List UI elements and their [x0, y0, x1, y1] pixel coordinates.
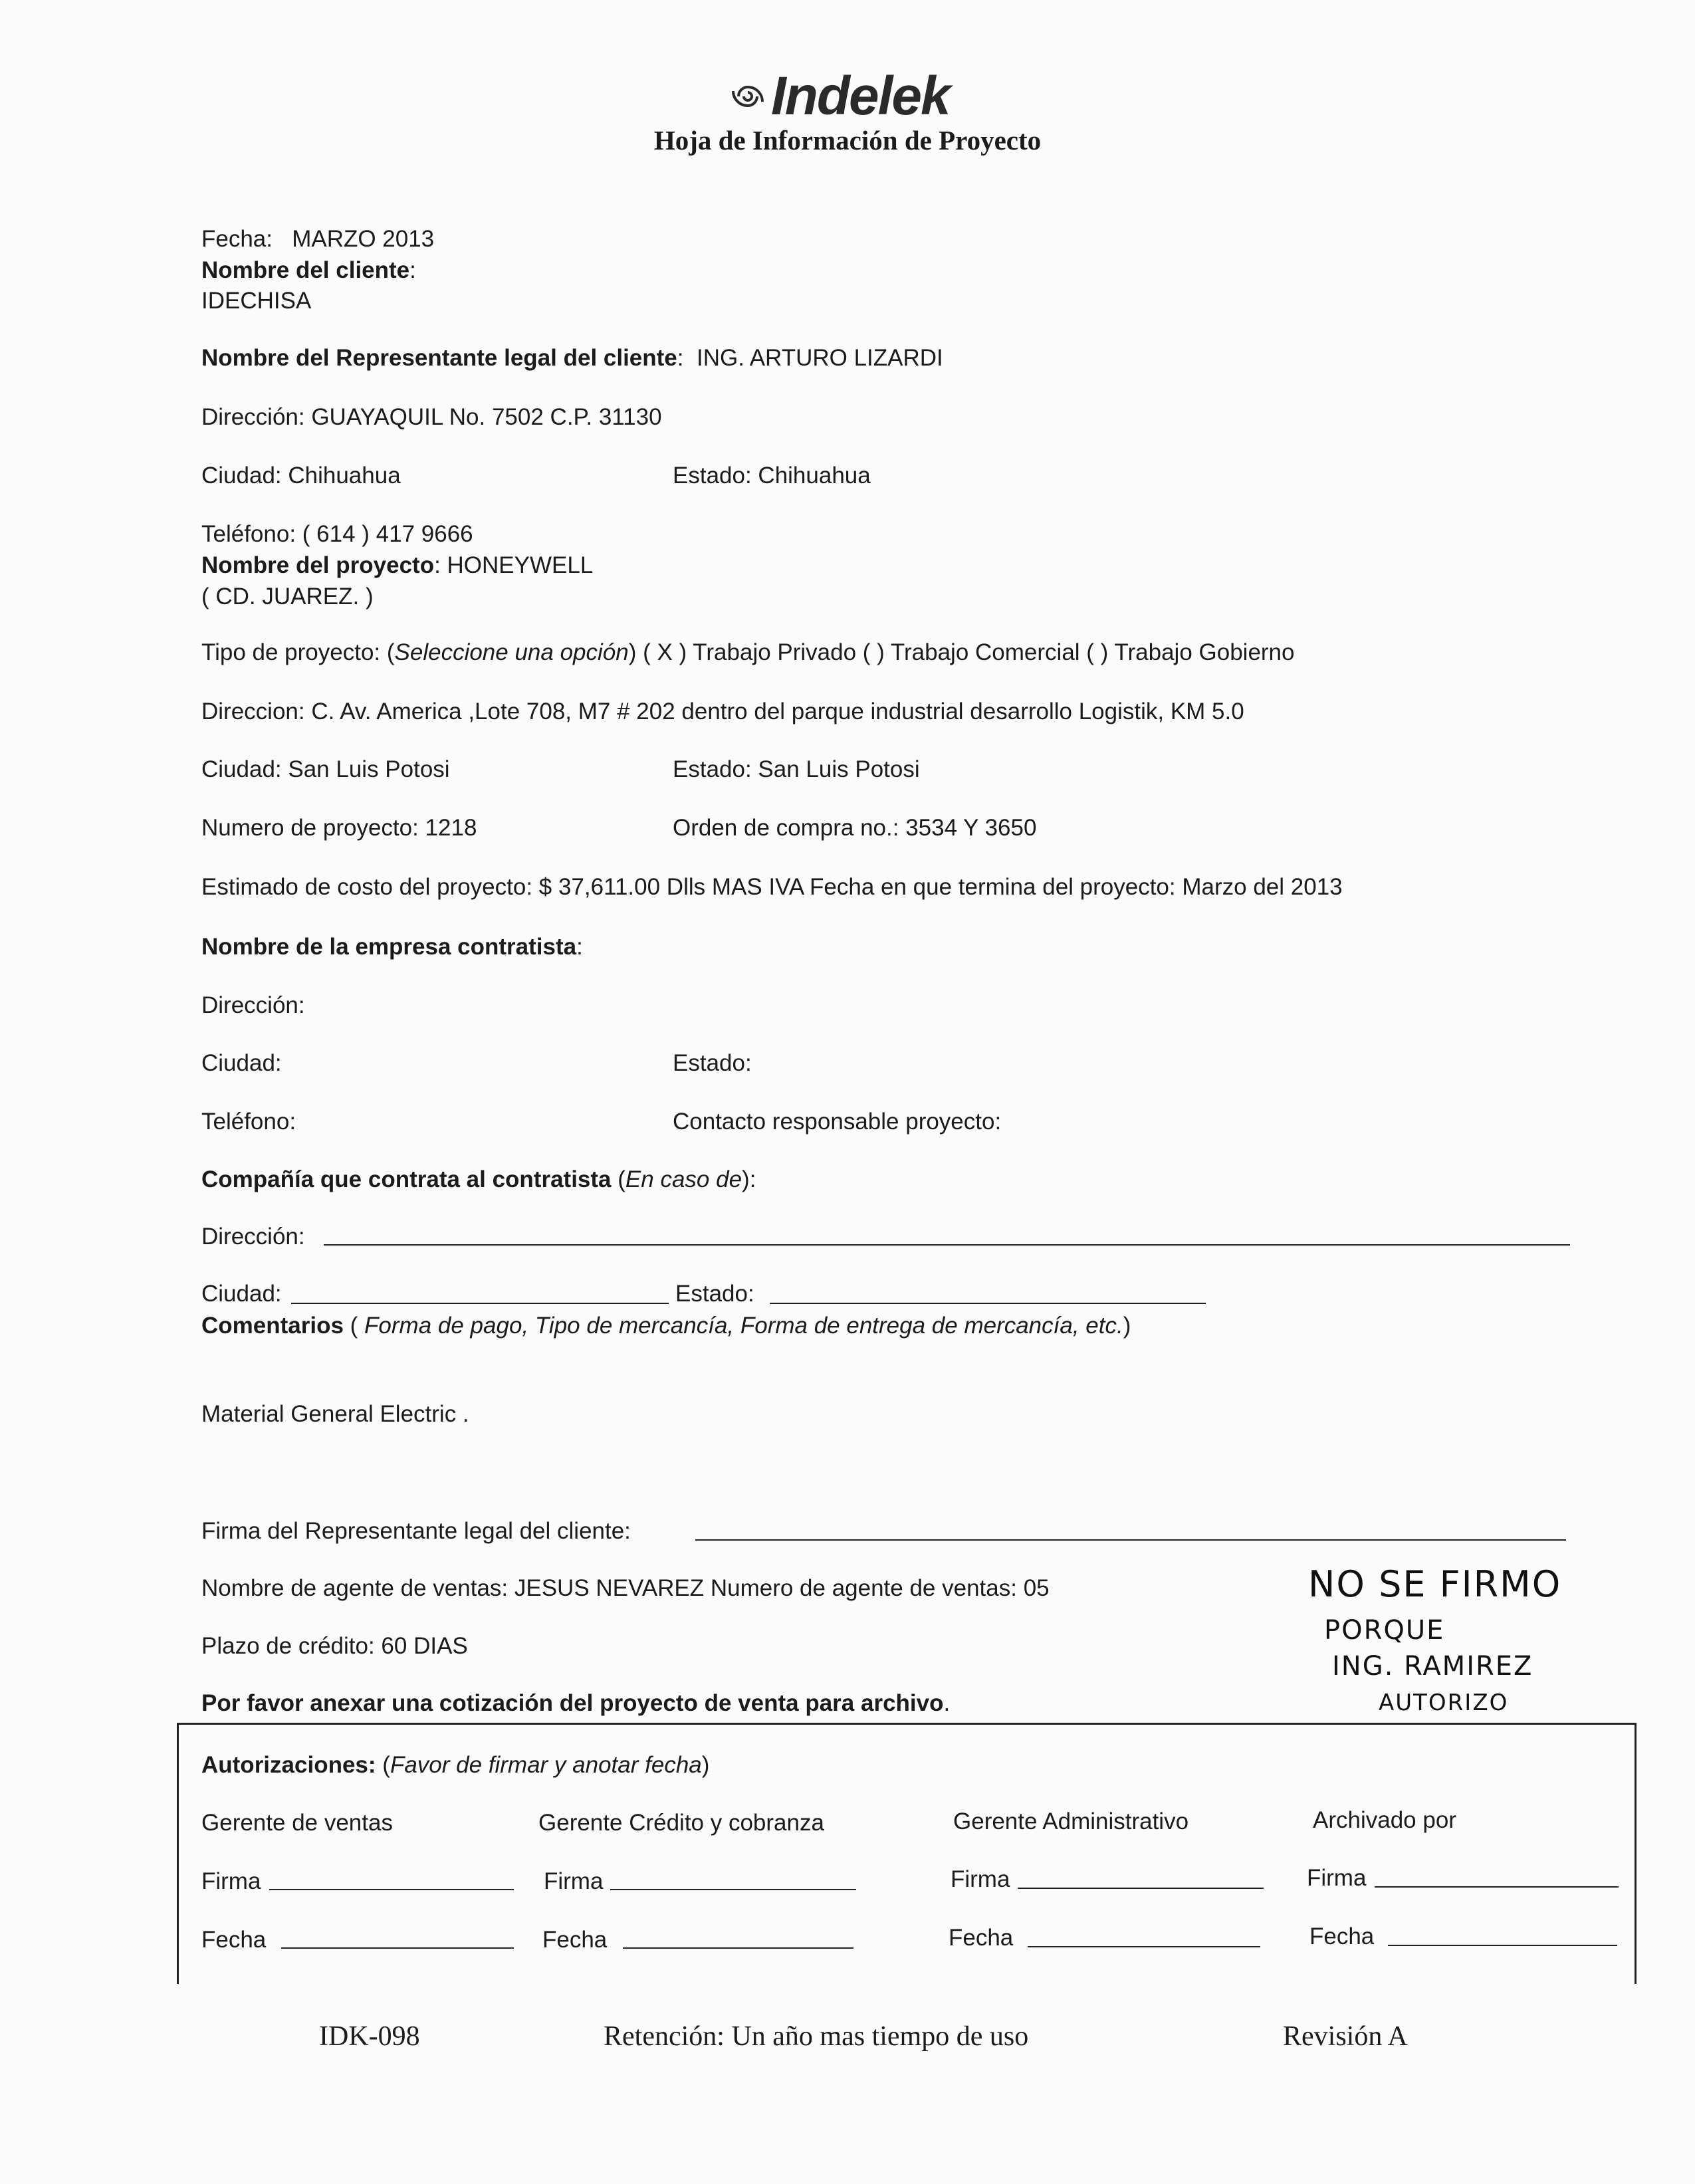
auth-fecha-line: [1388, 1945, 1617, 1946]
compania-hint: En caso de: [625, 1166, 742, 1192]
proyecto-value-2: ( CD. JUAREZ. ): [201, 584, 374, 609]
representante-value: ING. ARTURO LIZARDI: [696, 345, 943, 371]
auth-fecha-label: Fecha: [542, 1927, 608, 1953]
proyecto-nombre-row: [201, 552, 593, 580]
contratista-row: [201, 933, 583, 961]
auth-firma-line: [610, 1889, 856, 1890]
autorizaciones-row: [201, 1751, 709, 1779]
estimado-costo: Estimado de costo del proyecto: $ 37,611.00 Dlls MAS IVA Fecha en que termina del proyecto: Marzo del 2013: [201, 874, 1343, 900]
logo-text: Indelek: [771, 66, 950, 126]
auth-firma-label: Firma: [951, 1866, 1010, 1892]
firma-representante-line: [695, 1539, 1566, 1541]
footer-revision: Revisión A: [1283, 2021, 1408, 2052]
auth-firma-line: [1018, 1888, 1264, 1889]
auth-firma-line: [1375, 1886, 1619, 1888]
auth-firma-line: [269, 1889, 514, 1890]
cliente-telefono: Teléfono: ( 614 ) 417 9666: [201, 521, 473, 547]
representante-colon: :: [677, 345, 684, 371]
comentarios-label: Comentarios: [201, 1313, 344, 1339]
firma-representante-label: Firma del Representante legal del cliente:: [201, 1518, 631, 1544]
company-logo: [725, 66, 950, 126]
page-title: Hoja de Información de Proyecto: [653, 125, 1042, 156]
compania-paren-open: (: [611, 1166, 625, 1192]
representante-label: Nombre del Representante legal del cliente: [201, 345, 677, 371]
auth-fecha-line: [281, 1947, 514, 1949]
agente-ventas: Nombre de agente de ventas: JESUS NEVAREZ Numero de agente de ventas: 05: [201, 1575, 1050, 1601]
auth-fecha-label: Fecha: [1309, 1923, 1375, 1949]
anexar-cotizacion-row: [201, 1690, 950, 1717]
compania-direccion-line: [324, 1244, 1570, 1246]
plazo-credito: Plazo de crédito: 60 DIAS: [201, 1633, 468, 1659]
autorizaciones-paren-close: ): [701, 1752, 710, 1778]
cliente-ciudad: Ciudad: Chihuahua: [201, 463, 401, 489]
contratista-label: Nombre de la empresa contratista: [201, 934, 577, 960]
autorizaciones-label: Autorizaciones:: [201, 1752, 376, 1778]
handwritten-line-2: PORQUE: [1324, 1615, 1445, 1646]
handwritten-line-4: AUTORIZO: [1379, 1690, 1509, 1716]
cliente-label: Nombre del cliente: [201, 257, 410, 283]
comentarios-hint: Forma de pago, Tipo de mercancía, Forma de entrega de mercancía, etc.: [364, 1313, 1123, 1339]
anexar-dot: .: [943, 1690, 951, 1716]
compania-paren-close: ):: [742, 1166, 756, 1192]
tipo-proyecto-row: [201, 639, 1295, 667]
auth-firma-label: Firma: [544, 1868, 604, 1894]
tipo-hint: Seleccione una opción: [394, 639, 629, 665]
contratista-telefono: Teléfono:: [201, 1109, 296, 1135]
fecha-row: [201, 225, 434, 253]
auth-firma-label: Firma: [1307, 1865, 1367, 1891]
contratista-colon: :: [576, 934, 583, 960]
cliente-estado: Estado: Chihuahua: [673, 463, 871, 489]
comentarios-paren-close: ): [1123, 1313, 1131, 1339]
compania-estado-line: [770, 1303, 1206, 1304]
comentarios-row: [201, 1312, 1131, 1340]
tipo-label: Tipo de proyecto: (: [201, 639, 395, 665]
auth-firma-label: Firma: [201, 1868, 261, 1894]
fecha-value: MARZO 2013: [292, 226, 435, 252]
representante-row: [201, 344, 943, 372]
contratista-ciudad: Ciudad:: [201, 1050, 282, 1076]
handwritten-line-3: ING. RAMIREZ: [1332, 1651, 1533, 1682]
proyecto-estado: Estado: San Luis Potosi: [673, 756, 920, 782]
compania-direccion-label: Dirección:: [201, 1224, 305, 1250]
compania-estado-label: Estado:: [675, 1281, 754, 1307]
contratista-direccion: Dirección:: [201, 992, 305, 1018]
auth-col-title: Archivado por: [1313, 1807, 1456, 1833]
comentarios-paren-open: (: [343, 1313, 365, 1339]
auth-col-title: Gerente de ventas: [201, 1810, 393, 1836]
auth-fecha-label: Fecha: [201, 1927, 267, 1953]
spiral-logo-icon: [725, 73, 771, 120]
cliente-value: IDECHISA: [201, 288, 312, 314]
compania-row: [201, 1166, 756, 1194]
auth-col-title: Gerente Crédito y cobranza: [538, 1810, 824, 1836]
proyecto-numero: Numero de proyecto: 1218: [201, 815, 477, 841]
autorizaciones-hint: Favor de firmar y anotar fecha: [390, 1752, 702, 1778]
compania-label: Compañía que contrata al contratista: [201, 1166, 612, 1192]
comentarios-value: Material General Electric .: [201, 1401, 469, 1427]
cliente-direccion: Dirección: GUAYAQUIL No. 7502 C.P. 31130: [201, 404, 662, 430]
cliente-colon: :: [409, 257, 416, 283]
auth-col-title: Gerente Administrativo: [953, 1808, 1189, 1834]
auth-fecha-line: [1028, 1946, 1260, 1947]
fecha-label: Fecha:: [201, 226, 273, 252]
compania-ciudad-label: Ciudad:: [201, 1281, 282, 1307]
compania-ciudad-line: [291, 1303, 669, 1304]
auth-fecha-label: Fecha: [949, 1925, 1014, 1951]
cliente-row: [201, 257, 416, 284]
handwritten-line-1: NO SE FIRMO: [1308, 1563, 1562, 1605]
contratista-contacto: Contacto responsable proyecto:: [673, 1109, 1002, 1135]
contratista-estado: Estado:: [673, 1050, 752, 1076]
tipo-options: ) ( X ) Trabajo Privado ( ) Trabajo Comercial ( ) Trabajo Gobierno: [628, 639, 1295, 665]
orden-compra: Orden de compra no.: 3534 Y 3650: [673, 815, 1037, 841]
proyecto-value: : HONEYWELL: [434, 552, 594, 578]
proyecto-label: Nombre del proyecto: [201, 552, 435, 578]
autorizaciones-paren-open: (: [376, 1752, 390, 1778]
footer-code: IDK-098: [319, 2021, 420, 2052]
anexar-cotizacion: Por favor anexar una cotización del proyecto de venta para archivo: [201, 1690, 944, 1716]
proyecto-ciudad: Ciudad: San Luis Potosi: [201, 756, 450, 782]
footer-retencion: Retención: Un año mas tiempo de uso: [604, 2021, 1029, 2052]
auth-fecha-line: [623, 1947, 853, 1949]
proyecto-direccion: Direccion: C. Av. America ,Lote 708, M7 # 202 dentro del parque industrial desarrollo Logistik, KM 5.0: [201, 699, 1244, 724]
